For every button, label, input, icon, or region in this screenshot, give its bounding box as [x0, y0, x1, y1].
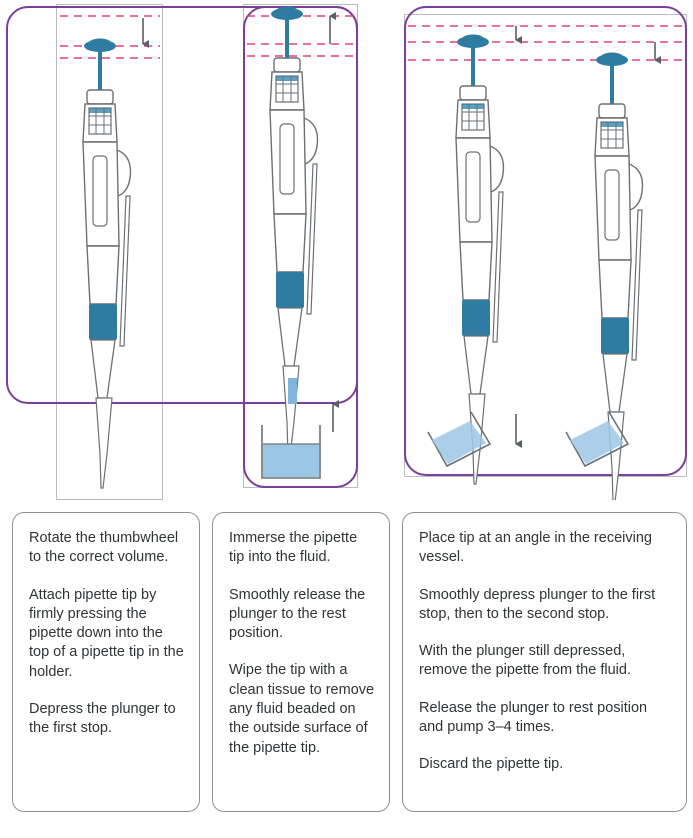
caption-cards [0, 508, 693, 838]
caption-paragraph: Release the plunger to rest position and pump 3–4 times. [419, 699, 648, 735]
caption-paragraph: Place tip at an angle in the receiving vessel. [419, 530, 652, 566]
caption-card-step-3 [402, 512, 687, 812]
caption-paragraph: With the plunger still depressed, remove the pipette from the fluid. [419, 643, 631, 679]
caption-card-step-1 [12, 512, 200, 812]
caption-paragraph: Depress the plunger to the first stop. [29, 700, 176, 737]
caption-card-step-2 [212, 512, 390, 812]
caption-paragraph: Smoothly release the plunger to the rest position. [229, 586, 366, 642]
pipette-step-3 [408, 26, 684, 500]
pipette-step-2 [247, 7, 354, 479]
caption-paragraph: Wipe the tip with a clean tissue to remove any fluid beaded on the outside surface of the pipette tip. [229, 662, 375, 756]
caption-paragraph: Discard the pipette tip. [419, 756, 564, 773]
caption-paragraph: Smoothly depress plunger to the first stop, then to the second stop. [419, 586, 656, 622]
caption-paragraph: Attach pipette tip by firmly pressing the pipette down into the top of a pipette tip in the holder. [29, 586, 184, 680]
caption-paragraph: Rotate the thumbwheel to the correct volume. [29, 530, 179, 566]
pipette-step-1 [60, 16, 160, 488]
caption-paragraph: Immerse the pipette tip into the fluid. [229, 530, 358, 566]
